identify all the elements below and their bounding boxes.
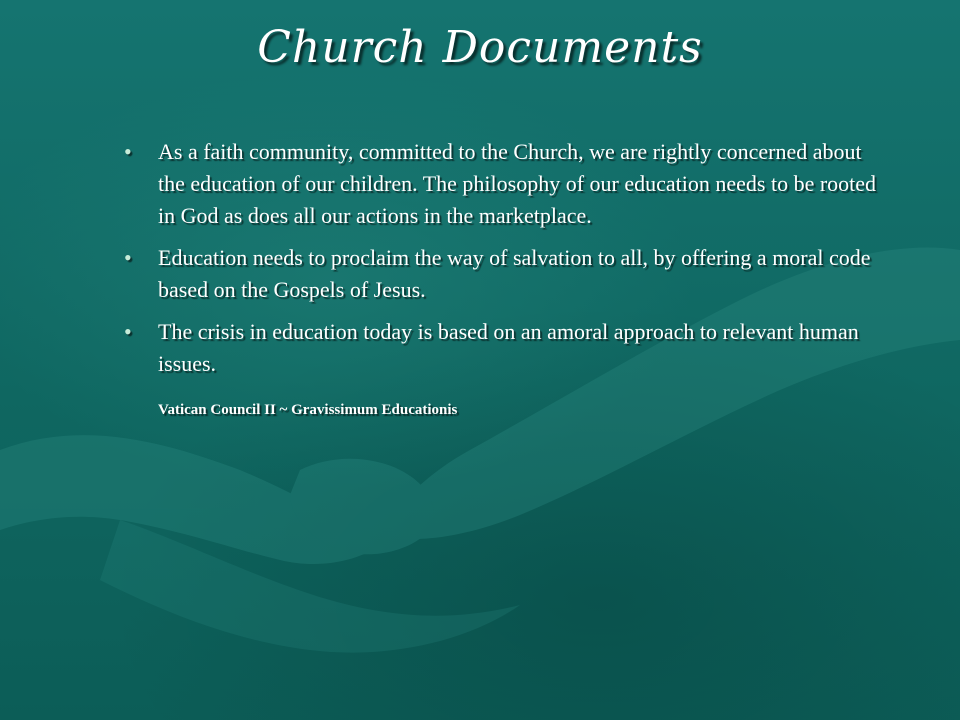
bullet-text: As a faith community, committed to the Church, we are rightly concerned about the education of our children. The philosophy of our education needs to be rooted in God as does all our actions in the marketplace. — [158, 139, 877, 228]
bullet-icon: • — [124, 245, 132, 270]
citation: Vatican Council II ~ Gravissimum Educationis — [158, 402, 458, 418]
slide-title: Church Documents — [257, 22, 703, 73]
bullet-list — [122, 136, 882, 380]
bullet-text: Education needs to proclaim the way of salvation to all, by offering a moral code based on the Gospels of Jesus. — [158, 245, 871, 302]
bullet-icon: • — [124, 139, 132, 164]
bullet-item — [122, 136, 882, 232]
bullet-text: The crisis in education today is based on an amoral approach to relevant human issues. — [158, 319, 859, 376]
slide-content — [122, 136, 882, 419]
bullet-item — [122, 242, 882, 306]
bullet-item — [122, 316, 882, 380]
bullet-icon: • — [124, 319, 132, 344]
